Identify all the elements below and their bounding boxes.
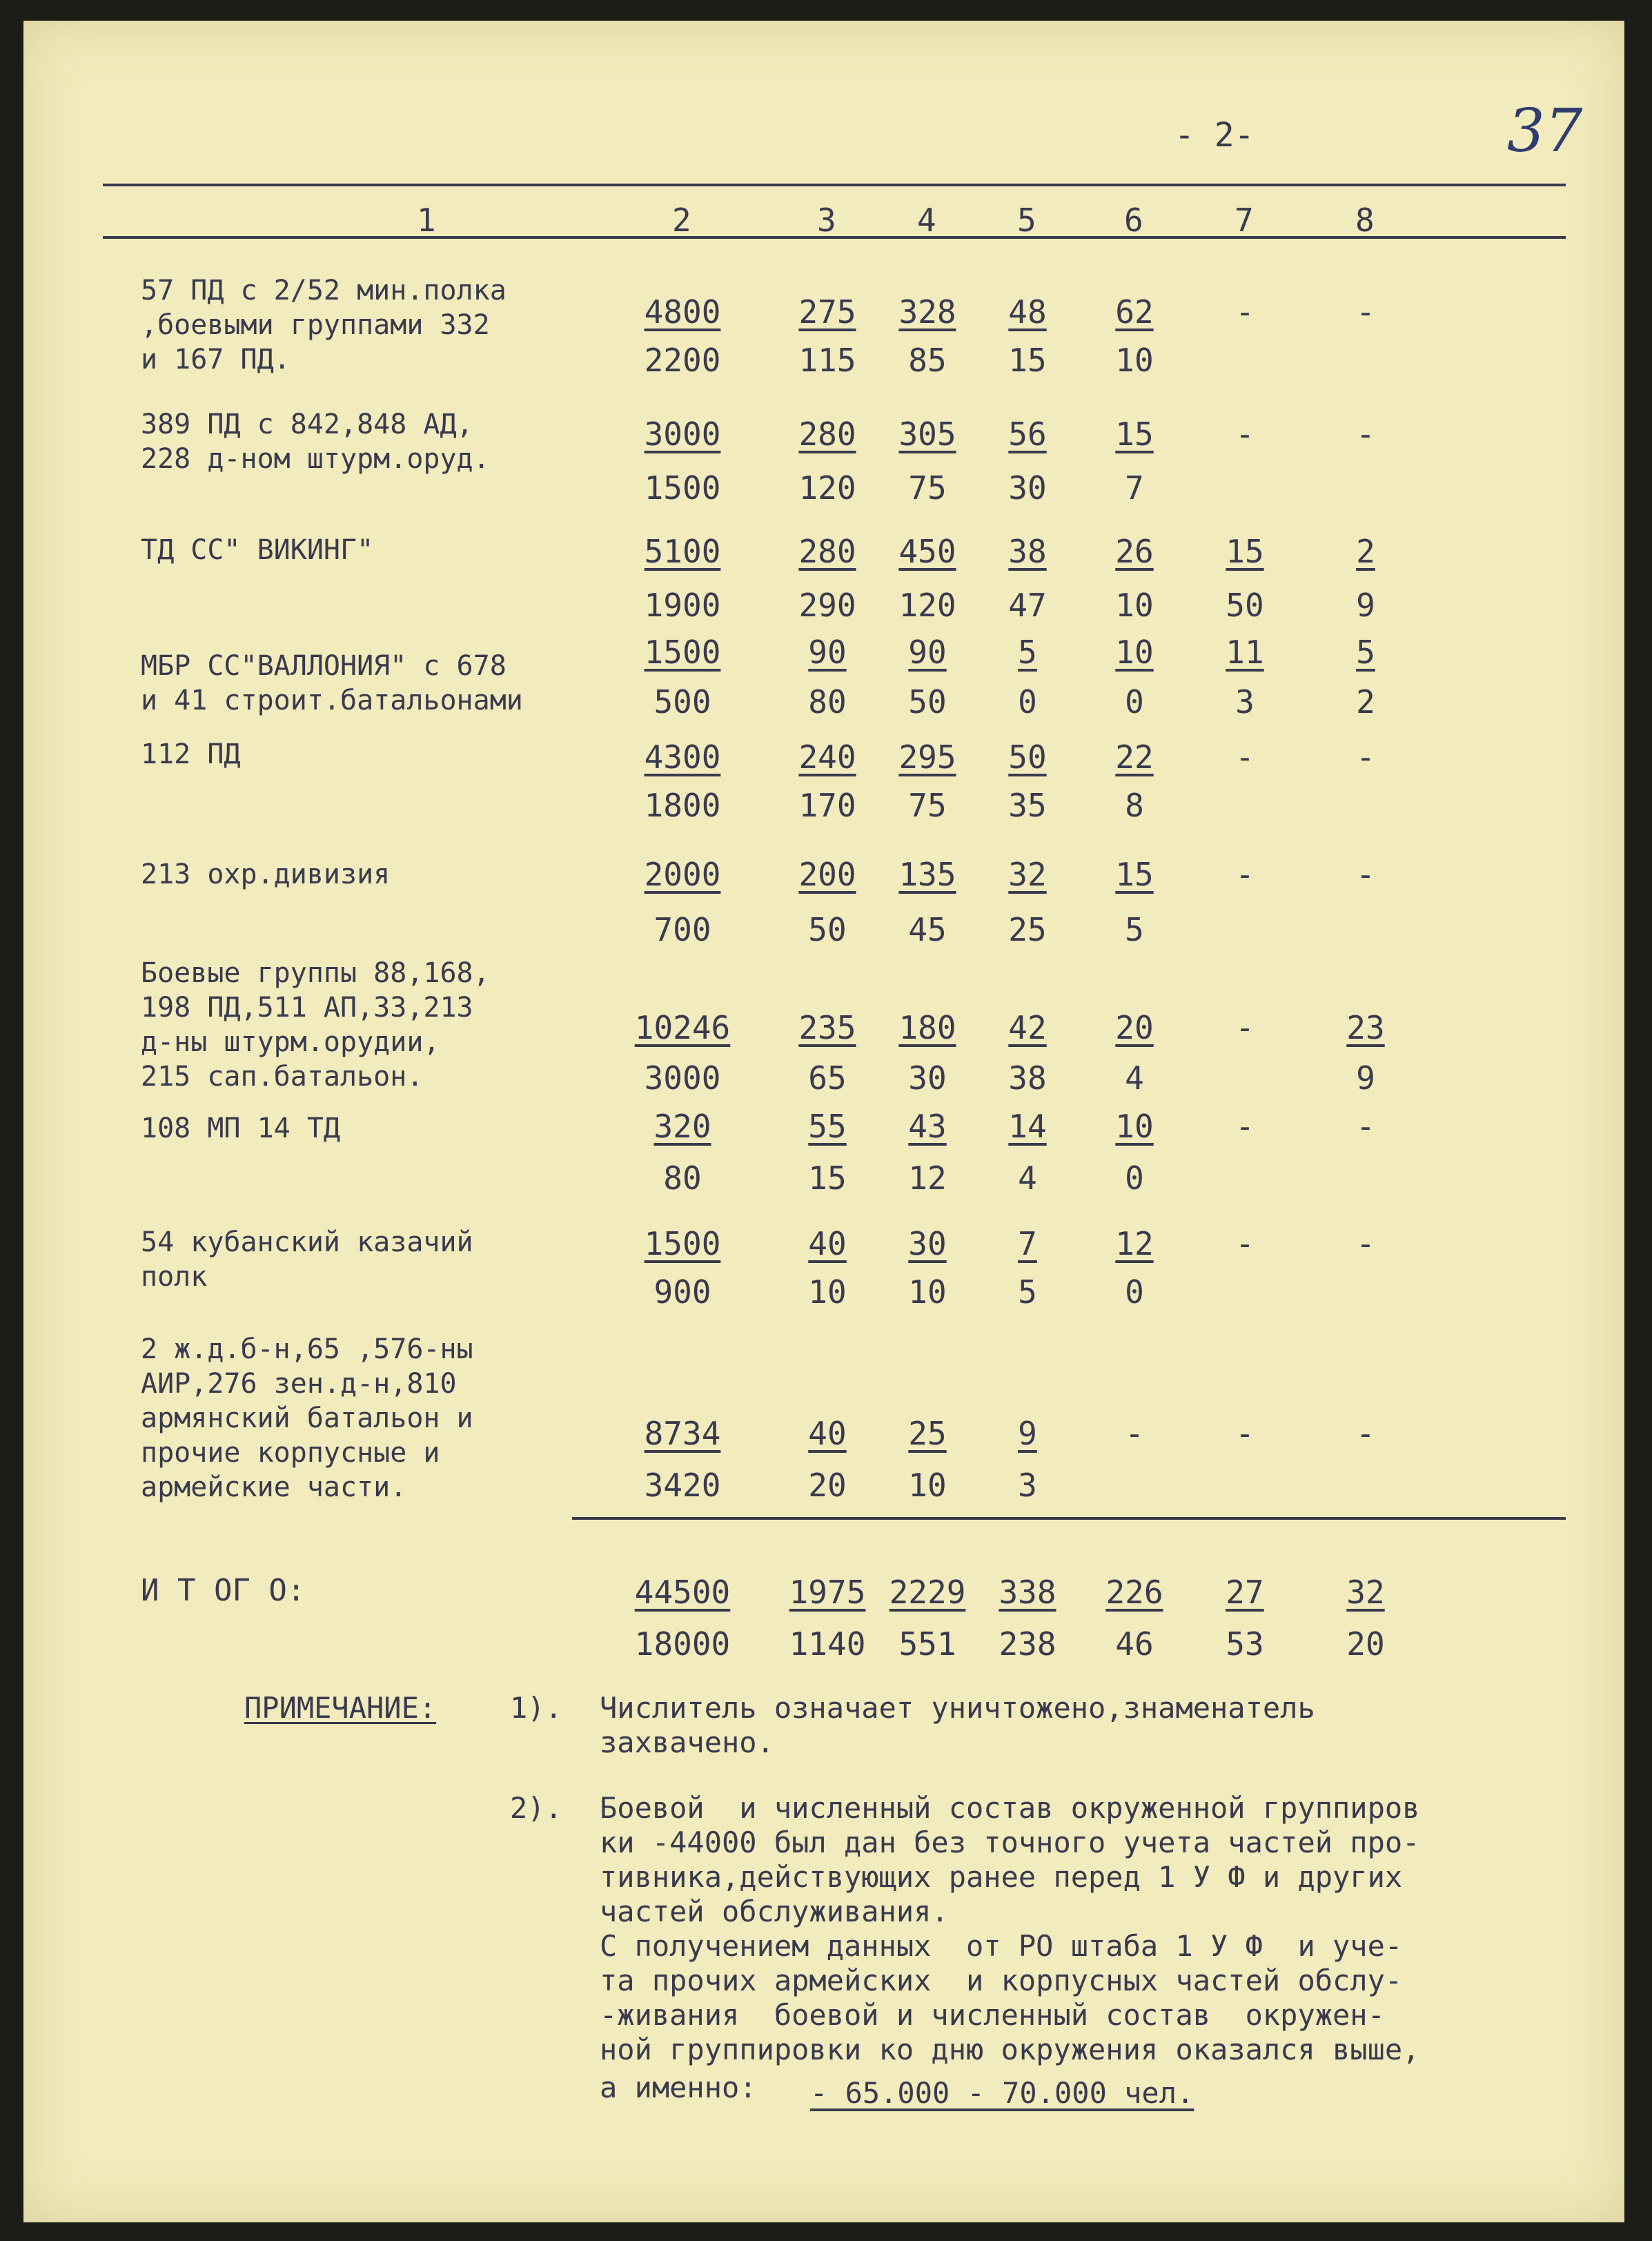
destroyed-value-col6: 20	[1115, 1009, 1154, 1046]
captured-value-col5: 5	[1018, 1273, 1037, 1311]
column-header-5: 5	[1017, 202, 1036, 239]
captured-value-col3: 65	[808, 1059, 847, 1097]
captured-value-col5: 15	[1008, 342, 1047, 379]
captured-value-col4: 50	[908, 683, 947, 721]
note-item1-text: Числитель означает уничтожено,знаменатель захвачено.	[600, 1691, 1315, 1759]
total-label: И Т ОГ О:	[141, 1573, 306, 1608]
destroyed-value-col7: -	[1235, 1108, 1255, 1145]
column-header-4: 4	[917, 202, 936, 239]
destroyed-value-col6: 10	[1115, 634, 1154, 671]
destroyed-value-col6: 62	[1115, 293, 1154, 331]
captured-value-col2: 500	[653, 683, 711, 721]
captured-value-col7: 50	[1226, 587, 1264, 624]
column-header-2: 2	[672, 202, 691, 239]
unit-label: ТД СС" ВИКИНГ"	[141, 534, 374, 566]
table-top-rule	[103, 184, 1566, 186]
destroyed-value-col7: -	[1235, 856, 1255, 893]
destroyed-value-col7: -	[1235, 293, 1255, 331]
captured-value-col6: 10	[1115, 587, 1154, 624]
destroyed-value-col8: -	[1356, 293, 1375, 331]
total-destroyed-col6: 226	[1105, 1574, 1163, 1611]
captured-value-col5: 0	[1018, 683, 1037, 721]
captured-value-col4: 120	[898, 587, 956, 624]
captured-value-col2: 1500	[644, 469, 721, 507]
captured-value-col4: 75	[908, 787, 947, 824]
captured-value-col2: 1800	[644, 787, 721, 824]
destroyed-value-col6: 10	[1115, 1108, 1154, 1145]
destroyed-value-col3: 55	[808, 1108, 847, 1145]
destroyed-value-col3: 280	[798, 533, 856, 570]
captured-value-col4: 85	[908, 342, 947, 379]
destroyed-value-col7: -	[1235, 738, 1255, 776]
captured-value-col3: 290	[798, 587, 856, 624]
destroyed-value-col8: 2	[1356, 533, 1375, 570]
captured-value-col6: 5	[1125, 911, 1144, 948]
total-captured-col5: 238	[999, 1625, 1056, 1663]
captured-value-col6: 0	[1125, 683, 1144, 721]
destroyed-value-col2: 3000	[644, 415, 721, 453]
captured-value-col2: 80	[663, 1159, 702, 1197]
destroyed-value-col7: -	[1235, 1225, 1255, 1262]
destroyed-value-col2: 8734	[644, 1415, 721, 1452]
total-captured-col7: 53	[1226, 1625, 1264, 1663]
captured-value-col5: 3	[1018, 1467, 1037, 1504]
destroyed-value-col3: 90	[808, 634, 847, 671]
captured-value-col3: 15	[808, 1159, 847, 1197]
destroyed-value-col8: -	[1356, 856, 1375, 893]
total-captured-col3: 1140	[789, 1625, 866, 1663]
page-number: - 2-	[1174, 116, 1255, 155]
destroyed-value-col5: 14	[1008, 1108, 1047, 1145]
captured-value-col5: 30	[1008, 469, 1047, 507]
destroyed-value-col4: 328	[898, 293, 956, 331]
captured-value-col6: 0	[1125, 1159, 1144, 1197]
destroyed-value-col4: 90	[908, 634, 947, 671]
destroyed-value-col6: 22	[1115, 738, 1154, 776]
captured-value-col5: 47	[1008, 587, 1047, 624]
destroyed-value-col5: 42	[1008, 1009, 1047, 1046]
captured-value-col5: 4	[1018, 1159, 1037, 1197]
destroyed-value-col4: 450	[898, 533, 956, 570]
destroyed-value-col4: 180	[898, 1009, 956, 1046]
captured-value-col6: 4	[1125, 1059, 1144, 1097]
captured-value-col8: 9	[1356, 587, 1375, 624]
document-page	[23, 21, 1624, 2222]
captured-value-col3: 20	[808, 1467, 847, 1504]
destroyed-value-col8: -	[1356, 415, 1375, 453]
destroyed-value-col8: -	[1356, 1415, 1375, 1452]
total-destroyed-col2: 44500	[634, 1574, 731, 1611]
captured-value-col3: 10	[808, 1273, 847, 1311]
archive-stamp-number: 37	[1507, 97, 1583, 166]
total-captured-col2: 18000	[634, 1625, 731, 1663]
unit-label: 108 МП 14 ТД	[141, 1113, 340, 1144]
destroyed-value-col4: 43	[908, 1108, 947, 1145]
destroyed-value-col2: 320	[653, 1108, 711, 1145]
captured-value-col5: 25	[1008, 911, 1047, 948]
destroyed-value-col2: 4800	[644, 293, 721, 331]
captured-value-col4: 45	[908, 911, 947, 948]
destroyed-value-col8: -	[1356, 1225, 1375, 1262]
unit-label: 54 кубанский казачий полк	[141, 1226, 473, 1293]
table-bottom-rule	[572, 1517, 1566, 1520]
destroyed-value-col5: 38	[1008, 533, 1047, 570]
captured-value-col4: 10	[908, 1273, 947, 1311]
destroyed-value-col8: -	[1356, 738, 1375, 776]
destroyed-value-col4: 30	[908, 1225, 947, 1262]
total-destroyed-col3: 1975	[789, 1574, 866, 1611]
destroyed-value-col3: 200	[798, 856, 856, 893]
captured-value-col8: 9	[1356, 1059, 1375, 1097]
captured-value-col6: 8	[1125, 787, 1144, 824]
captured-value-col3: 120	[798, 469, 856, 507]
destroyed-value-col6: 26	[1115, 533, 1154, 570]
note-item2-text: Боевой и численный состав окруженной группиров ки -44000 был дан без точного учета частей про- тивника,действующих ранее перед 1 У Ф и других частей обслуживания. С получением данных от РО штаба 1 У Ф и уче- та прочих армейских и корпусных частей обслу- -живания боевой и численный состав окружен- ной группировки ко дню окружения оказался выше,	[600, 1791, 1420, 2066]
captured-value-col3: 115	[798, 342, 856, 379]
captured-value-col8: 2	[1356, 683, 1375, 721]
destroyed-value-col2: 10246	[634, 1009, 731, 1046]
destroyed-value-col3: 240	[798, 738, 856, 776]
destroyed-value-col4: 25	[908, 1415, 947, 1452]
captured-value-col6: 7	[1125, 469, 1144, 507]
destroyed-value-col7: 11	[1226, 634, 1264, 671]
note-final-prefix: а именно:	[600, 2071, 757, 2104]
destroyed-value-col7: -	[1235, 1009, 1255, 1046]
captured-value-col5: 35	[1008, 787, 1047, 824]
destroyed-value-col4: 305	[898, 415, 956, 453]
total-destroyed-col5: 338	[999, 1574, 1056, 1611]
unit-label: 389 ПД с 842,848 АД, 228 д-ном штурм.оруд.	[141, 409, 490, 475]
column-header-6: 6	[1124, 202, 1143, 239]
destroyed-value-col2: 2000	[644, 856, 721, 893]
destroyed-value-col2: 4300	[644, 738, 721, 776]
column-header-1: 1	[417, 202, 436, 239]
captured-value-col7: 3	[1235, 683, 1255, 721]
total-destroyed-col7: 27	[1226, 1574, 1264, 1611]
total-destroyed-col8: 32	[1346, 1574, 1385, 1611]
captured-value-col2: 3420	[644, 1467, 721, 1504]
destroyed-value-col3: 275	[798, 293, 856, 331]
captured-value-col3: 170	[798, 787, 856, 824]
captured-value-col2: 900	[653, 1273, 711, 1311]
captured-value-col2: 1900	[644, 587, 721, 624]
captured-value-col4: 12	[908, 1159, 947, 1197]
destroyed-value-col4: 295	[898, 738, 956, 776]
destroyed-value-col5: 32	[1008, 856, 1047, 893]
destroyed-value-col3: 40	[808, 1225, 847, 1262]
unit-label: Боевые группы 88,168, 198 ПД,511 АП,33,213 д-ны штурм.орудии, 215 сап.батальон.	[141, 957, 490, 1093]
total-captured-col6: 46	[1115, 1625, 1154, 1663]
column-header-7: 7	[1235, 202, 1254, 239]
captured-value-col6: 10	[1115, 342, 1154, 379]
unit-label: 112 ПД	[141, 738, 241, 770]
captured-value-col3: 50	[808, 911, 847, 948]
total-captured-col4: 551	[898, 1625, 956, 1663]
destroyed-value-col2: 5100	[644, 533, 721, 570]
captured-value-col2: 3000	[644, 1059, 721, 1097]
note-item1-marker: 1).	[510, 1691, 562, 1725]
destroyed-value-col7: -	[1235, 415, 1255, 453]
destroyed-value-col3: 40	[808, 1415, 847, 1452]
destroyed-value-col8: 5	[1356, 634, 1375, 671]
unit-label: 213 охр.дивизия	[141, 859, 391, 890]
captured-value-col2: 700	[653, 911, 711, 948]
note-item2-marker: 2).	[510, 1791, 562, 1825]
destroyed-value-col3: 280	[798, 415, 856, 453]
destroyed-value-col4: 135	[898, 856, 956, 893]
note-heading: ПРИМЕЧАНИЕ:	[244, 1691, 437, 1725]
total-captured-col8: 20	[1346, 1625, 1385, 1663]
destroyed-value-col3: 235	[798, 1009, 856, 1046]
column-header-3: 3	[817, 202, 836, 239]
destroyed-value-col8: 23	[1346, 1009, 1385, 1046]
destroyed-value-col2: 1500	[644, 634, 721, 671]
captured-value-col3: 80	[808, 683, 847, 721]
destroyed-value-col6: -	[1125, 1415, 1144, 1452]
captured-value-col4: 30	[908, 1059, 947, 1097]
destroyed-value-col6: 15	[1115, 415, 1154, 453]
destroyed-value-col6: 12	[1115, 1225, 1154, 1262]
destroyed-value-col7: -	[1235, 1415, 1255, 1452]
destroyed-value-col8: -	[1356, 1108, 1375, 1145]
destroyed-value-col7: 15	[1226, 533, 1264, 570]
captured-value-col4: 10	[908, 1467, 947, 1504]
total-destroyed-col4: 2229	[889, 1574, 966, 1611]
unit-label: 2 ж.д.б-н,65 ,576-ны АИР,276 зен.д-н,810 армянский батальон и прочие корпусные и армейские части.	[141, 1333, 473, 1503]
destroyed-value-col6: 15	[1115, 856, 1154, 893]
destroyed-value-col5: 56	[1008, 415, 1047, 453]
unit-label: 57 ПД с 2/52 мин.полка ,боевыми группами 332 и 167 ПД.	[141, 275, 507, 375]
destroyed-value-col5: 48	[1008, 293, 1047, 331]
destroyed-value-col5: 7	[1018, 1225, 1037, 1262]
captured-value-col5: 38	[1008, 1059, 1047, 1097]
destroyed-value-col5: 50	[1008, 738, 1047, 776]
destroyed-value-col5: 5	[1018, 634, 1037, 671]
captured-value-col4: 75	[908, 469, 947, 507]
destroyed-value-col2: 1500	[644, 1225, 721, 1262]
captured-value-col6: 0	[1125, 1273, 1144, 1311]
destroyed-value-col5: 9	[1018, 1415, 1037, 1452]
note-final-value: - 65.000 - 70.000 чел.	[810, 2076, 1194, 2110]
unit-label: МБР СС"ВАЛЛОНИЯ" с 678 и 41 строит.батальонами	[141, 650, 523, 716]
column-header-8: 8	[1355, 202, 1375, 239]
captured-value-col2: 2200	[644, 342, 721, 379]
